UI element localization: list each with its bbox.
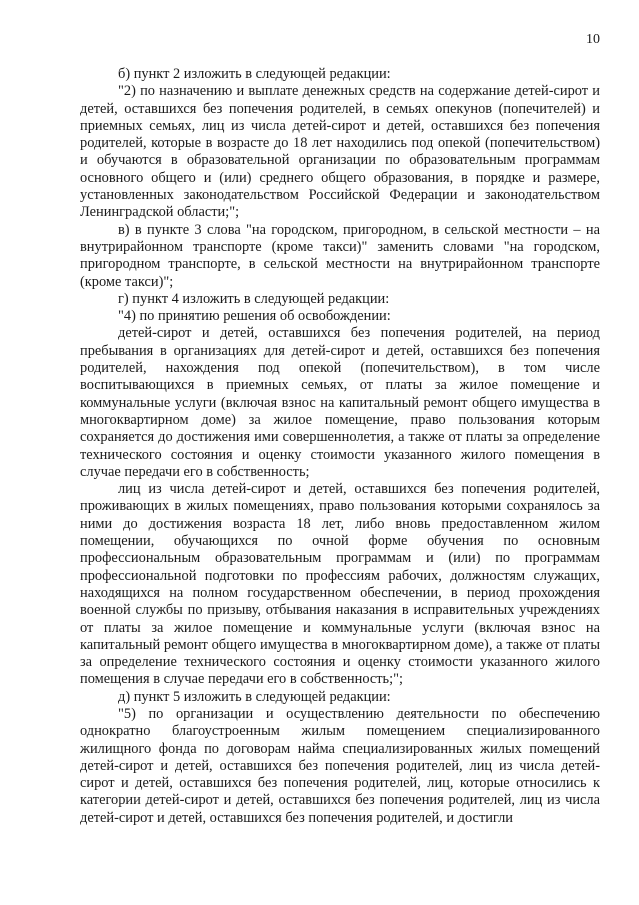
paragraph-d-intro: д) пункт 5 изложить в следующей редакции: [118,688,391,705]
paragraph-g-intro: г) пункт 4 изложить в следующей редакции: [118,290,390,307]
paragraph-item-2: "2) по назначению и выплате денежных средств на содержание детей-сирот и детей, оставшихся без попечения родителей, в семьях опекунов (попечителей) и приемных семьях, лиц из числа детей-сирот и детей, оставшихся без попечения родителей, которые в возрасте до 18 лет находились под опекой (попечительством) и обучаются в образовательной организации по образовательным программам основного общего и (или) среднего общего образования, в порядке и размере, установленных законодательством Российской Федерации и законодательством Ленинградской области;"; [80,83,600,221]
page-number: 10 [586,32,600,47]
paragraph-item-4-persons: лиц из числа детей-сирот и детей, оставшихся без попечения родителей, проживающих в жилых помещениях, право пользования которыми сохранялось за ними до достижения возраста 18 лет, либо вновь предоставленном жилом помещении, обучающихся по очной форме обучения по основным профессиональным образовательным программам и (или) по программам профессиональной подготовки по профессиям рабочих, должностям служащих, находящихся на полном государственном обеспечении, в период прохождения военной службы по призыву, отбывания наказания в исправительных учреждениях от платы за жилое помещение и коммунальные услуги (включая взнос на капитальный ремонт общего имущества в многоквартирном доме), а также от платы за определение технического состояния и оценку стоимости указанного жилого помещения в случае передачи его в собственность;"; [80,481,600,688]
paragraph-item-4-orphans: детей-сирот и детей, оставшихся без попечения родителей, на период пребывания в организациях для детей-сирот и детей, оставшихся без попечения родителей, нахождения под опекой (попечительством), в том числе воспитывающихся в приемных семьях, от платы за жилое помещение и коммунальные услуги (включая взнос на капитальный ремонт общего имущества в многоквартирном доме) за жилое помещение, право пользования которым сохраняется до достижения ими совершеннолетия, а также от платы за определение технического состояния и оценку стоимости указанного жилого помещения в случае передачи его в собственность; [80,325,600,480]
paragraph-item-4-intro: "4) по принятию решения об освобождении: [118,308,391,325]
paragraph-b-intro: б) пункт 2 изложить в следующей редакции: [118,66,391,82]
paragraph-item-5: "5) по организации и осуществлению деятельности по обеспечению однократно благоустроенным жилым помещением специализированного жилищного фонда по договорам найма специализированных жилых помещений детей-сирот и детей, оставшихся без попечения родителей, лиц из числа детей-сирот и детей, оставшихся без попечения родителей, лиц, которые относились к категории детей-сирот и детей, оставшихся без попечения родителей, лиц из числа детей-сирот и детей, оставшихся без попечения родителей, и достигли [80,705,600,826]
document-body [80,66,600,827]
paragraph-v-item-3: в) в пункте 3 слова "на городском, пригородном, в сельской местности – на внутрирайонном транспорте (кроме такси)" заменить словами "на городском, пригородном транспорте, в сельской местности на внутрирайонном транспорте (кроме такси)"; [80,221,600,290]
